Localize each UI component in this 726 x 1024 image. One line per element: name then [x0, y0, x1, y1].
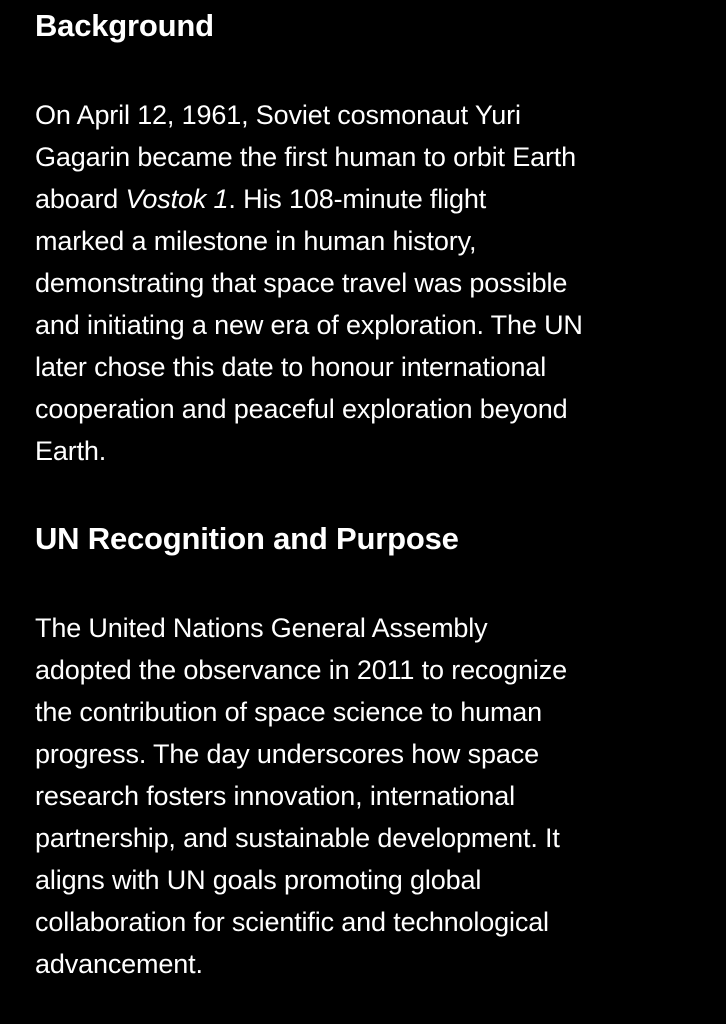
paragraph-line: research fosters innovation, international: [35, 781, 515, 811]
spacecraft-name: Vostok 1: [125, 184, 229, 214]
paragraph-line: Earth.: [35, 436, 107, 466]
background-paragraph: [35, 94, 583, 472]
paragraph-line: adopted the observance in 2011 to recognize: [35, 655, 567, 685]
paragraph-line: marked a milestone in human history,: [35, 226, 477, 256]
paragraph-line: [35, 178, 583, 220]
section-heading-background: Background: [35, 8, 214, 43]
paragraph-line: partnership, and sustainable development. It: [35, 823, 560, 853]
paragraph-line: aligns with UN goals promoting global: [35, 865, 482, 895]
text-fragment: aboard: [35, 184, 126, 214]
paragraph-line: Gagarin became the first human to orbit Earth: [35, 142, 577, 172]
paragraph-line: On April 12, 1961, Soviet cosmonaut Yuri: [35, 100, 521, 130]
paragraph-line: and initiating a new era of exploration. The UN: [35, 310, 583, 340]
paragraph-line: cooperation and peaceful exploration beyond: [35, 394, 568, 424]
paragraph-line: advancement.: [35, 949, 203, 979]
paragraph-line: The United Nations General Assembly: [35, 613, 488, 643]
text-fragment: . His 108-minute flight: [228, 184, 487, 214]
paragraph-line: collaboration for scientific and technological: [35, 907, 549, 937]
un-recognition-paragraph: [35, 607, 567, 985]
paragraph-line: the contribution of space science to human: [35, 697, 543, 727]
paragraph-line: demonstrating that space travel was possible: [35, 268, 568, 298]
paragraph-line: later chose this date to honour international: [35, 352, 547, 382]
section-heading-un-recognition: UN Recognition and Purpose: [35, 521, 459, 556]
paragraph-line: progress. The day underscores how space: [35, 739, 539, 769]
